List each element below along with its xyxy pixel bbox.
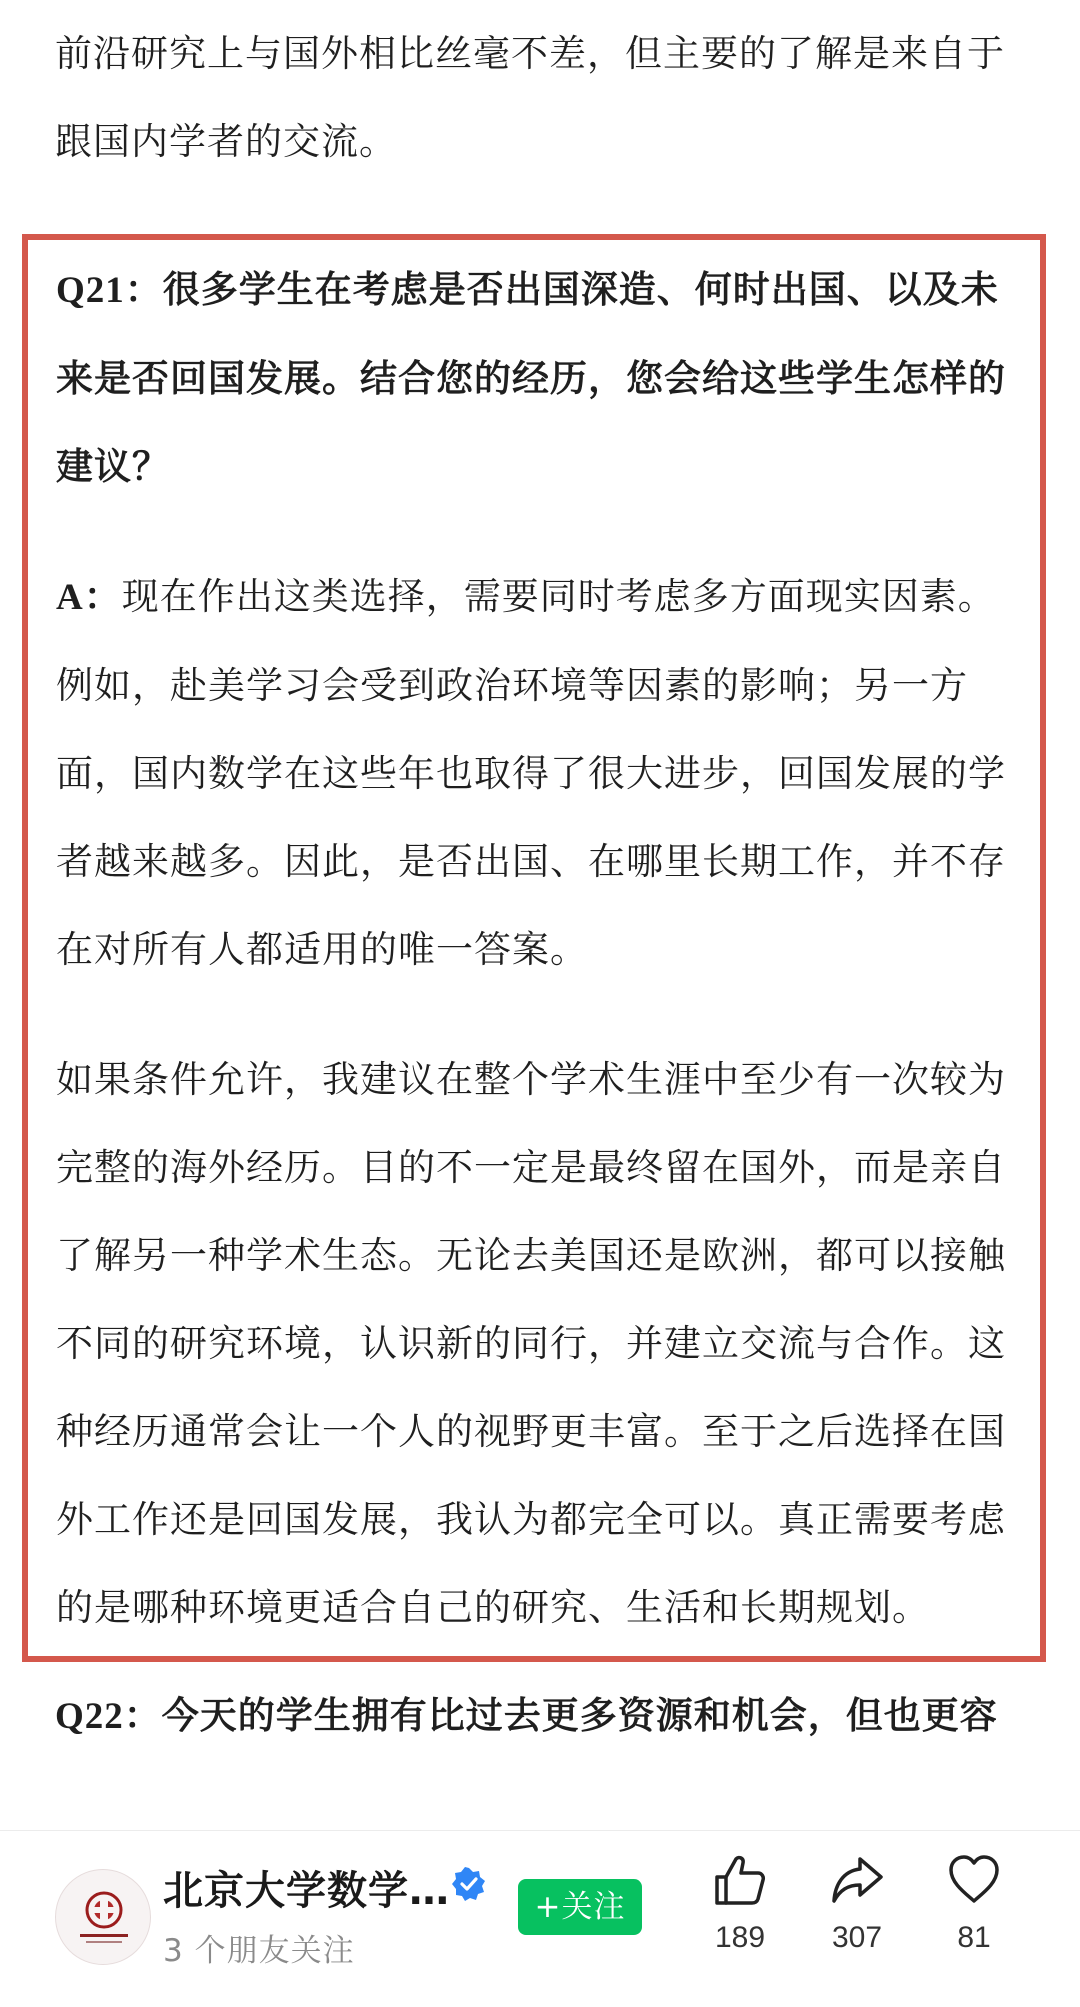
question-label: Q22： — [55, 1696, 162, 1737]
share-count: 307 — [831, 1921, 883, 1954]
answer-text-1: 现在作出这类选择，需要同时考虑多方面现实因素。例如，赴美学习会受到政治环境等因素的影响；另一方面，国内数学在这些年也取得了很大进步，回国发展的学者越来越多。因此，是否出国、在哪里长期工作，并不存在对所有人都适用的唯一答案。 — [56, 575, 1006, 971]
bottom-action-bar — [0, 1830, 1080, 2007]
thumbs-up-icon — [713, 1853, 767, 1907]
intro-paragraph: 前沿研究上与国外相比丝毫不差，但主要的了解是来自于跟国内学者的交流。 — [55, 32, 1005, 163]
favorite-count: 81 — [957, 1921, 991, 1954]
share-arrow-icon — [830, 1853, 884, 1907]
like-button[interactable] — [685, 1853, 795, 1993]
question-text: 很多学生在考虑是否出国深造、何时出国、以及未来是否回国发展。结合您的经历，您会给这些学生怎样的建议？ — [56, 268, 1006, 488]
share-button[interactable] — [802, 1853, 912, 1993]
answer-label: A： — [56, 577, 122, 618]
account-name[interactable]: 北京大学数学… — [163, 1868, 450, 1914]
follow-button[interactable]: +关注 — [518, 1879, 642, 1935]
question-text: 今天的学生拥有比过去更多资源和机会，但也更容 — [161, 1694, 998, 1737]
highlighted-qa-box — [22, 234, 1046, 1662]
question-q21 — [56, 246, 1012, 511]
question-label: Q21： — [56, 270, 163, 311]
heart-icon — [947, 1853, 1001, 1907]
like-count: 189 — [714, 1921, 766, 1954]
verified-badge-icon — [452, 1867, 486, 1901]
friends-following-text: 3 个朋友关注 — [163, 1933, 355, 1969]
answer-paragraph-1 — [56, 553, 1012, 994]
favorite-button[interactable] — [919, 1853, 1029, 1993]
question-q22 — [55, 1672, 1035, 1761]
pku-math-school-logo — [56, 1870, 152, 1966]
avatar[interactable] — [55, 1869, 151, 1965]
answer-paragraph-2: 如果条件允许，我建议在整个学术生涯中至少有一次较为完整的海外经历。目的不一定是最终留在国外，而是亲自了解另一种学术生态。无论去美国还是欧洲，都可以接触不同的研究环境，认识新的同行，并建立交流与合作。这种经历通常会让一个人的视野更丰富。至于之后选择在国外工作还是回国发展，我认为都完全可以。真正需要考虑的是哪种环境更适合自己的研究、生活和长期规划。 — [56, 1058, 1006, 1629]
